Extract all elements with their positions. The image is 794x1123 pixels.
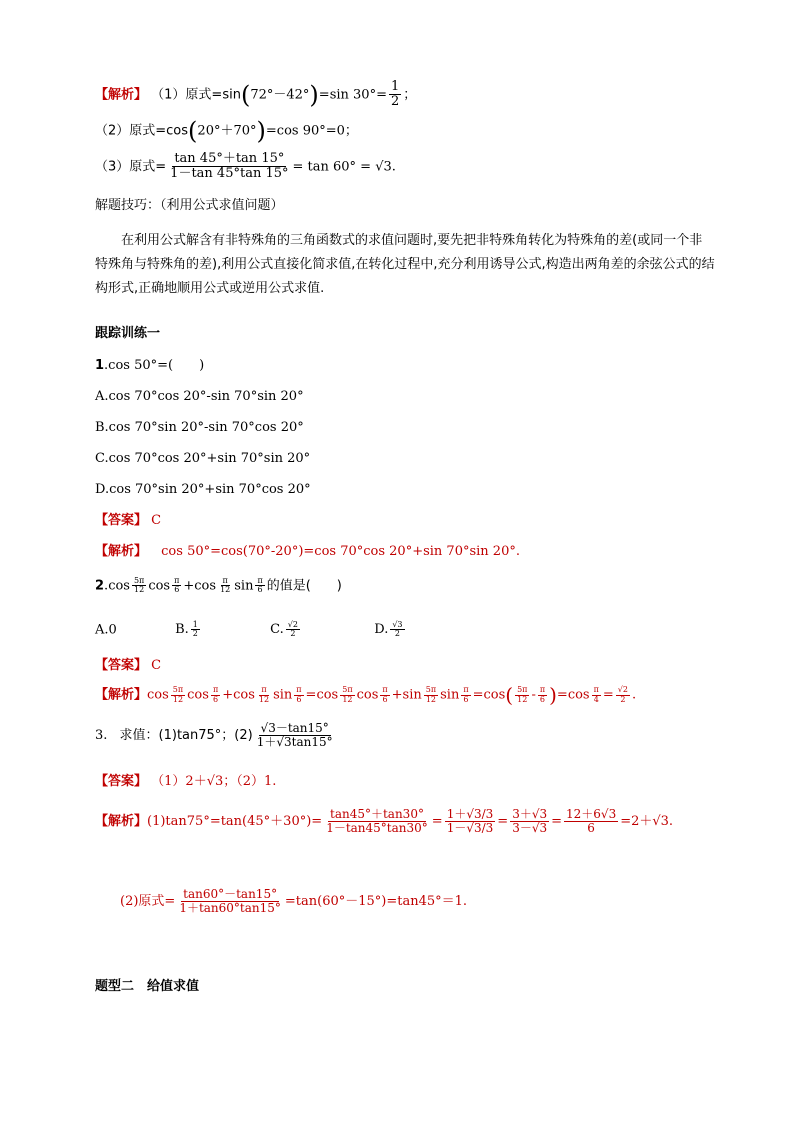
practice-heading: 跟踪训练一 xyxy=(95,326,161,341)
q1-answer: 【答案】 C xyxy=(95,513,162,528)
q1-option-d: D.cos 70°sin 20°+sin 70°cos 20° xyxy=(95,482,311,497)
q1-option-a: A.cos 70°cos 20°-sin 70°sin 20° xyxy=(95,389,304,404)
tips-title: 解题技巧：（利用公式求值问题） xyxy=(95,198,284,213)
answer-label: 【答案】 xyxy=(95,513,148,528)
tips-body: 在利用公式解含有非特殊角的三角函数式的求值问题时,要先把非特殊角转化为特殊角的差(或同一个非特殊角与特殊角的差),利用公式直接化简求值,在转化过程中,充分利用诱导公式,构造出两角差的余弦公式的结构形式,正确地顺用公式或逆用公式求值. xyxy=(95,233,715,296)
q2-stem: 2.cos $\frac{5\pi}{12}$ cos $\frac{\pi}{6}$ +cos $\frac{\pi}{12}$ sin $\frac{\pi}{6}$ 的值是( ) xyxy=(95,576,342,595)
analysis-label: 【解析】 xyxy=(95,87,148,103)
q1-option-c: C.cos 70°cos 20°+sin 70°sin 20° xyxy=(95,451,311,466)
q3-analysis-part2: (2)原式= $\frac{\tan 60^\circ-\tan 15^\circ}{1+\tan 60^\circ\tan 15^\circ}$ =tan(60°－15°)=tan45°＝1. xyxy=(120,887,468,916)
analysis-label: 【解析】 xyxy=(95,544,148,559)
q3-stem: 3. 求值：(1)tan75°；(2) $\frac{√3-\tan 15^\circ}{1+√3\tan 15^\circ}$ xyxy=(95,721,333,750)
fraction-tan-sum: $\frac{\tan 45^\circ+\tan 15^\circ}{1-\tan 45^\circ\tan 15^\circ}$ xyxy=(170,151,289,182)
example1-part1: 【解析】 （1）原式=sin(72°－42°)=sin 30°= $\frac{1}{2}$ ； xyxy=(95,79,417,110)
q3-analysis-part1: 【解析】(1)tan75°=tan(45°＋30°)= $\frac{\tan 45^\circ+\tan 30^\circ}{1-\tan 45^\circ\tan 30^\circ}$ = $\frac{1+√3/3}{1-√3/3}$ = $\frac{3+√3}{3-√3}$ = $\frac{12+6√3}{6}$ =2＋√3. xyxy=(95,807,674,836)
section2-heading: 题型二 给值求值 xyxy=(95,979,200,994)
q1-stem: 1.cos 50°=( ) xyxy=(95,358,205,373)
q2-options xyxy=(95,621,407,639)
q2-option-d: D. $\frac{√3}{2}$ xyxy=(374,620,403,639)
analysis-label: 【解析】 xyxy=(95,687,148,703)
q2-option-b: B. $\frac{1}{2}$ xyxy=(175,620,198,639)
q1-analysis: 【解析】 cos 50°=cos(70°-20°)=cos 70°cos 20°+sin 70°sin 20°. xyxy=(95,544,520,559)
q2-option-c: C. $\frac{√2}{2}$ xyxy=(270,620,298,639)
q2-option-a: A.0 xyxy=(95,622,117,638)
answer-label: 【答案】 xyxy=(95,658,148,673)
q2-analysis: 【解析】cos $\frac{5\pi}{12}$ cos $\frac{\pi}{6}$ +cos $\frac{\pi}{12}$ sin $\frac{\pi}{6}$ =cos $\frac{5\pi}{12}$ cos $\frac{\pi}{6}$ +sin $\frac{5\pi}{12}$ sin $\frac{\pi}{6}$ =cos( $\frac{5\pi}{12}$ - $\frac{\pi}{6}$ )=cos $\frac{\pi}{4}$ = $\frac{√2}{2}$ . xyxy=(95,683,637,707)
analysis-label: 【解析】 xyxy=(95,814,148,830)
q1-option-b: B.cos 70°sin 20°-sin 70°cos 20° xyxy=(95,420,304,435)
q2-answer: 【答案】 C xyxy=(95,658,162,673)
example1-part2: （2）原式=cos(20°＋70°)=cos 90°=0； xyxy=(95,117,358,145)
fraction-half: $\frac{1}{2}$ xyxy=(390,79,400,110)
q3-answer: 【答案】 （1）2＋√3；（2）1. xyxy=(95,774,277,789)
example1-part3: （3）原式= $\frac{\tan 45^\circ+\tan 15^\circ}{1-\tan 45^\circ\tan 15^\circ}$ = tan 60° = √3. xyxy=(95,151,396,182)
answer-label: 【答案】 xyxy=(95,774,148,789)
